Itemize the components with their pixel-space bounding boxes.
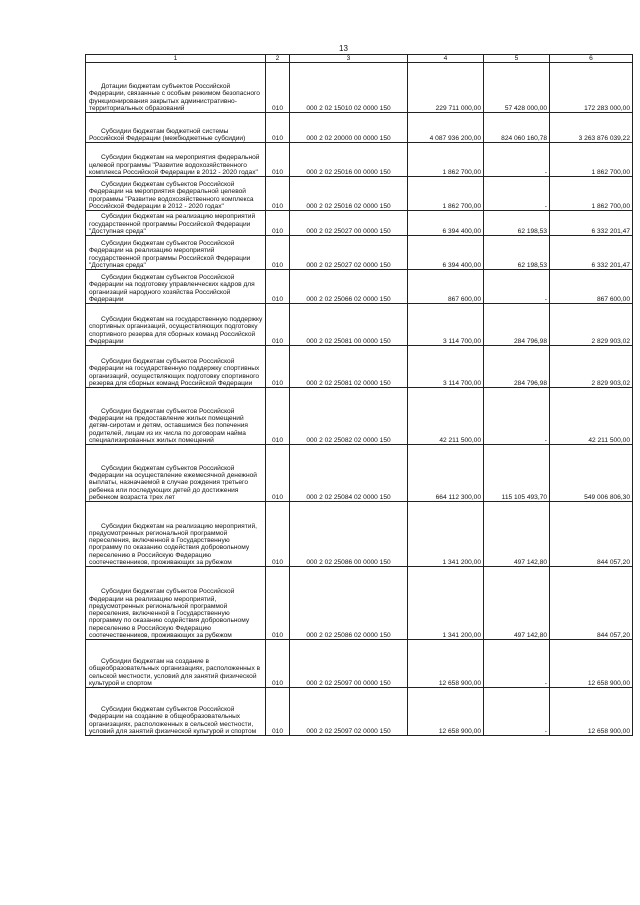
row-name-cell	[86, 346, 266, 388]
row-approved-cell: 6 394 400,00	[408, 236, 484, 270]
row-code-cell: 010	[266, 445, 290, 502]
row-name-text: Субсидии бюджетам субъектов Российской Федерации на предоставление жилых помещений детям-сиротам и детям, оставшимся без попечения родителей, лицам из их числа по договорам найма специализированных жилых помещений	[89, 407, 248, 444]
row-executed-cell: 62 198,53	[484, 236, 550, 270]
row-executed-cell: -	[484, 177, 550, 211]
row-code-cell: 010	[266, 211, 290, 236]
row-name-text: Субсидии бюджетам субъектов Российской Федерации на подготовку управленческих кадров для организаций народного хозяйства Российской Федерации	[89, 274, 255, 303]
row-executed-cell: 824 060 160,78	[484, 113, 550, 143]
row-remaining-cell: 12 658 900,00	[550, 688, 633, 736]
row-kbk-cell: 000 2 02 25027 02 0000 150	[290, 236, 408, 270]
row-name-text: Субсидии бюджетам на мероприятия федеральной целевой программы "Развитие водохозяйственного комплекса Российской Федерации в 2012 - 2020 годах"	[89, 154, 260, 176]
row-approved-cell: 1 862 700,00	[408, 143, 484, 177]
row-executed-cell: -	[484, 640, 550, 688]
row-remaining-cell: 2 829 903,02	[550, 304, 633, 346]
row-executed-cell: 497 142,80	[484, 567, 550, 640]
row-code-cell: 010	[266, 304, 290, 346]
row-name-cell	[86, 445, 266, 502]
row-remaining-cell: 172 283 000,00	[550, 63, 633, 113]
row-name-cell	[86, 177, 266, 211]
row-kbk-cell: 000 2 02 25016 02 0000 150	[290, 177, 408, 211]
row-approved-cell: 867 600,00	[408, 270, 484, 304]
row-remaining-cell: 42 211 500,00	[550, 388, 633, 445]
row-code-cell: 010	[266, 236, 290, 270]
row-kbk-cell: 000 2 02 25084 02 0000 150	[290, 445, 408, 502]
row-executed-cell: 62 198,53	[484, 211, 550, 236]
row-name-cell	[86, 567, 266, 640]
budget-table	[85, 54, 633, 736]
row-remaining-cell: 12 658 900,00	[550, 640, 633, 688]
table-row	[86, 304, 633, 346]
row-code-cell: 010	[266, 346, 290, 388]
row-name-text: Субсидии бюджетам субъектов Российской Федерации на мероприятия федеральной целевой программы "Развитие водохозяйственного комплекса Российской Федерации в 2012 - 2020 годах"	[89, 181, 254, 210]
row-executed-cell: 284 796,98	[484, 346, 550, 388]
row-kbk-cell: 000 2 02 25016 00 0000 150	[290, 143, 408, 177]
page-number: 13	[339, 44, 348, 53]
row-name-cell	[86, 63, 266, 113]
table-row	[86, 640, 633, 688]
row-code-cell: 010	[266, 567, 290, 640]
row-kbk-cell: 000 2 02 20000 00 0000 150	[290, 113, 408, 143]
row-name-cell	[86, 143, 266, 177]
row-name-text: Субсидии бюджетам бюджетной системы Российской Федерации (межбюджетные субсидии)	[89, 127, 246, 142]
row-name-text: Дотации бюджетам субъектов Российской Федерации, связанные с особым режимом безопасного функционирования закрытых административно-территориальных образований	[89, 83, 260, 112]
row-name-cell	[86, 270, 266, 304]
row-executed-cell: 284 796,98	[484, 304, 550, 346]
row-code-cell: 010	[266, 388, 290, 445]
row-kbk-cell: 000 2 02 25097 00 0000 150	[290, 640, 408, 688]
row-name-cell	[86, 211, 266, 236]
table-row	[86, 388, 633, 445]
row-code-cell: 010	[266, 688, 290, 736]
row-approved-cell: 4 087 936 200,00	[408, 113, 484, 143]
row-name-cell	[86, 304, 266, 346]
row-name-text: Субсидии бюджетам на реализацию мероприятий государственной программы Российской Федерации "Доступная среда"	[89, 213, 256, 235]
table-row	[86, 502, 633, 567]
row-code-cell: 010	[266, 177, 290, 211]
row-name-cell	[86, 113, 266, 143]
budget-table-body	[86, 55, 633, 736]
row-kbk-cell: 000 2 02 25027 00 0000 150	[290, 211, 408, 236]
table-row	[86, 211, 633, 236]
row-name-text: Субсидии бюджетам субъектов Российской Федерации на осуществление ежемесячной денежной выплаты, назначаемой в случае рождения третьего ребенка или последующих детей до достижения ребенком возраста трех лет	[89, 464, 257, 501]
table-row	[86, 177, 633, 211]
budget-table-container	[85, 54, 632, 736]
table-row	[86, 236, 633, 270]
row-name-text: Субсидии бюджетам на создание в общеобразовательных организациях, расположенных в сельской местности, условий для занятий физической культурой и спортом	[89, 658, 261, 687]
column-header-3: 3	[290, 55, 408, 63]
row-kbk-cell: 000 2 02 25097 02 0000 150	[290, 688, 408, 736]
row-code-cell: 010	[266, 640, 290, 688]
table-row	[86, 688, 633, 736]
row-code-cell: 010	[266, 63, 290, 113]
row-kbk-cell: 000 2 02 25081 02 0000 150	[290, 346, 408, 388]
row-approved-cell: 1 862 700,00	[408, 177, 484, 211]
row-executed-cell: 115 105 493,70	[484, 445, 550, 502]
row-code-cell: 010	[266, 143, 290, 177]
column-header-1: 1	[86, 55, 266, 63]
column-header-2: 2	[266, 55, 290, 63]
row-approved-cell: 3 114 700,00	[408, 346, 484, 388]
row-name-text: Субсидии бюджетам на реализацию мероприятий, предусмотренных региональной программой переселения, включенной в Государственную программу по оказанию содействия добровольному переселению в Российскую Федерацию соотечественников, проживающих за рубежом	[89, 522, 257, 566]
row-remaining-cell: 549 006 806,30	[550, 445, 633, 502]
row-executed-cell: 57 428 000,00	[484, 63, 550, 113]
row-approved-cell: 12 658 900,00	[408, 688, 484, 736]
row-executed-cell: -	[484, 688, 550, 736]
row-code-cell: 010	[266, 113, 290, 143]
row-remaining-cell: 2 829 903,02	[550, 346, 633, 388]
table-row	[86, 63, 633, 113]
column-header-6: 6	[550, 55, 633, 63]
table-row	[86, 113, 633, 143]
row-approved-cell: 12 658 900,00	[408, 640, 484, 688]
row-kbk-cell: 000 2 02 25082 02 0000 150	[290, 388, 408, 445]
row-approved-cell: 42 211 500,00	[408, 388, 484, 445]
row-kbk-cell: 000 2 02 25086 00 0000 150	[290, 502, 408, 567]
row-code-cell: 010	[266, 270, 290, 304]
row-name-cell	[86, 688, 266, 736]
table-row	[86, 567, 633, 640]
row-remaining-cell: 6 332 201,47	[550, 236, 633, 270]
row-remaining-cell: 6 332 201,47	[550, 211, 633, 236]
column-number-row	[86, 55, 633, 63]
row-approved-cell: 3 114 700,00	[408, 304, 484, 346]
row-kbk-cell: 000 2 02 25066 02 0000 150	[290, 270, 408, 304]
row-code-cell: 010	[266, 502, 290, 567]
row-name-cell	[86, 236, 266, 270]
row-kbk-cell: 000 2 02 15010 02 0000 150	[290, 63, 408, 113]
row-name-text: Субсидии бюджетам субъектов Российской Федерации на реализацию мероприятий государственной программы Российской Федерации "Доступная среда"	[89, 240, 251, 269]
row-approved-cell: 1 341 200,00	[408, 567, 484, 640]
row-executed-cell: 497 142,80	[484, 502, 550, 567]
table-row	[86, 270, 633, 304]
row-remaining-cell: 844 057,20	[550, 567, 633, 640]
table-row	[86, 346, 633, 388]
row-kbk-cell: 000 2 02 25081 00 0000 150	[290, 304, 408, 346]
row-remaining-cell: 867 600,00	[550, 270, 633, 304]
row-approved-cell: 1 341 200,00	[408, 502, 484, 567]
row-executed-cell: -	[484, 143, 550, 177]
row-name-cell	[86, 502, 266, 567]
row-name-text: Субсидии бюджетам на государственную поддержку спортивных организаций, осуществляющих подготовку спортивного резерва для сборных команд Российской Федерации	[89, 316, 263, 345]
row-remaining-cell: 844 057,20	[550, 502, 633, 567]
row-approved-cell: 229 711 000,00	[408, 63, 484, 113]
row-approved-cell: 6 394 400,00	[408, 211, 484, 236]
row-approved-cell: 664 112 300,00	[408, 445, 484, 502]
row-name-text: Субсидии бюджетам субъектов Российской Федерации на государственную поддержку спортивных организаций, осуществляющих подготовку спортивного резерва для сборных команд Российской Федерации	[89, 358, 260, 387]
row-name-cell	[86, 388, 266, 445]
column-header-5: 5	[484, 55, 550, 63]
row-name-text: Субсидии бюджетам субъектов Российской Федерации на создание в общеобразовательных организациях, расположенных в сельской местности, условий для занятий физической культурой и спортом	[89, 706, 257, 735]
row-executed-cell: -	[484, 270, 550, 304]
row-name-cell	[86, 640, 266, 688]
table-row	[86, 143, 633, 177]
row-name-text: Субсидии бюджетам субъектов Российской Федерации на реализацию мероприятий, предусмотренных региональной программой переселения, включенной в Государственную программу по оказанию содействия добровольному переселению в Российскую Федерацию соотечественников, проживающих за рубежом	[89, 588, 250, 639]
row-remaining-cell: 3 263 876 039,22	[550, 113, 633, 143]
column-header-4: 4	[408, 55, 484, 63]
row-remaining-cell: 1 862 700,00	[550, 143, 633, 177]
row-remaining-cell: 1 862 700,00	[550, 177, 633, 211]
row-executed-cell: -	[484, 388, 550, 445]
row-kbk-cell: 000 2 02 25086 02 0000 150	[290, 567, 408, 640]
table-row	[86, 445, 633, 502]
